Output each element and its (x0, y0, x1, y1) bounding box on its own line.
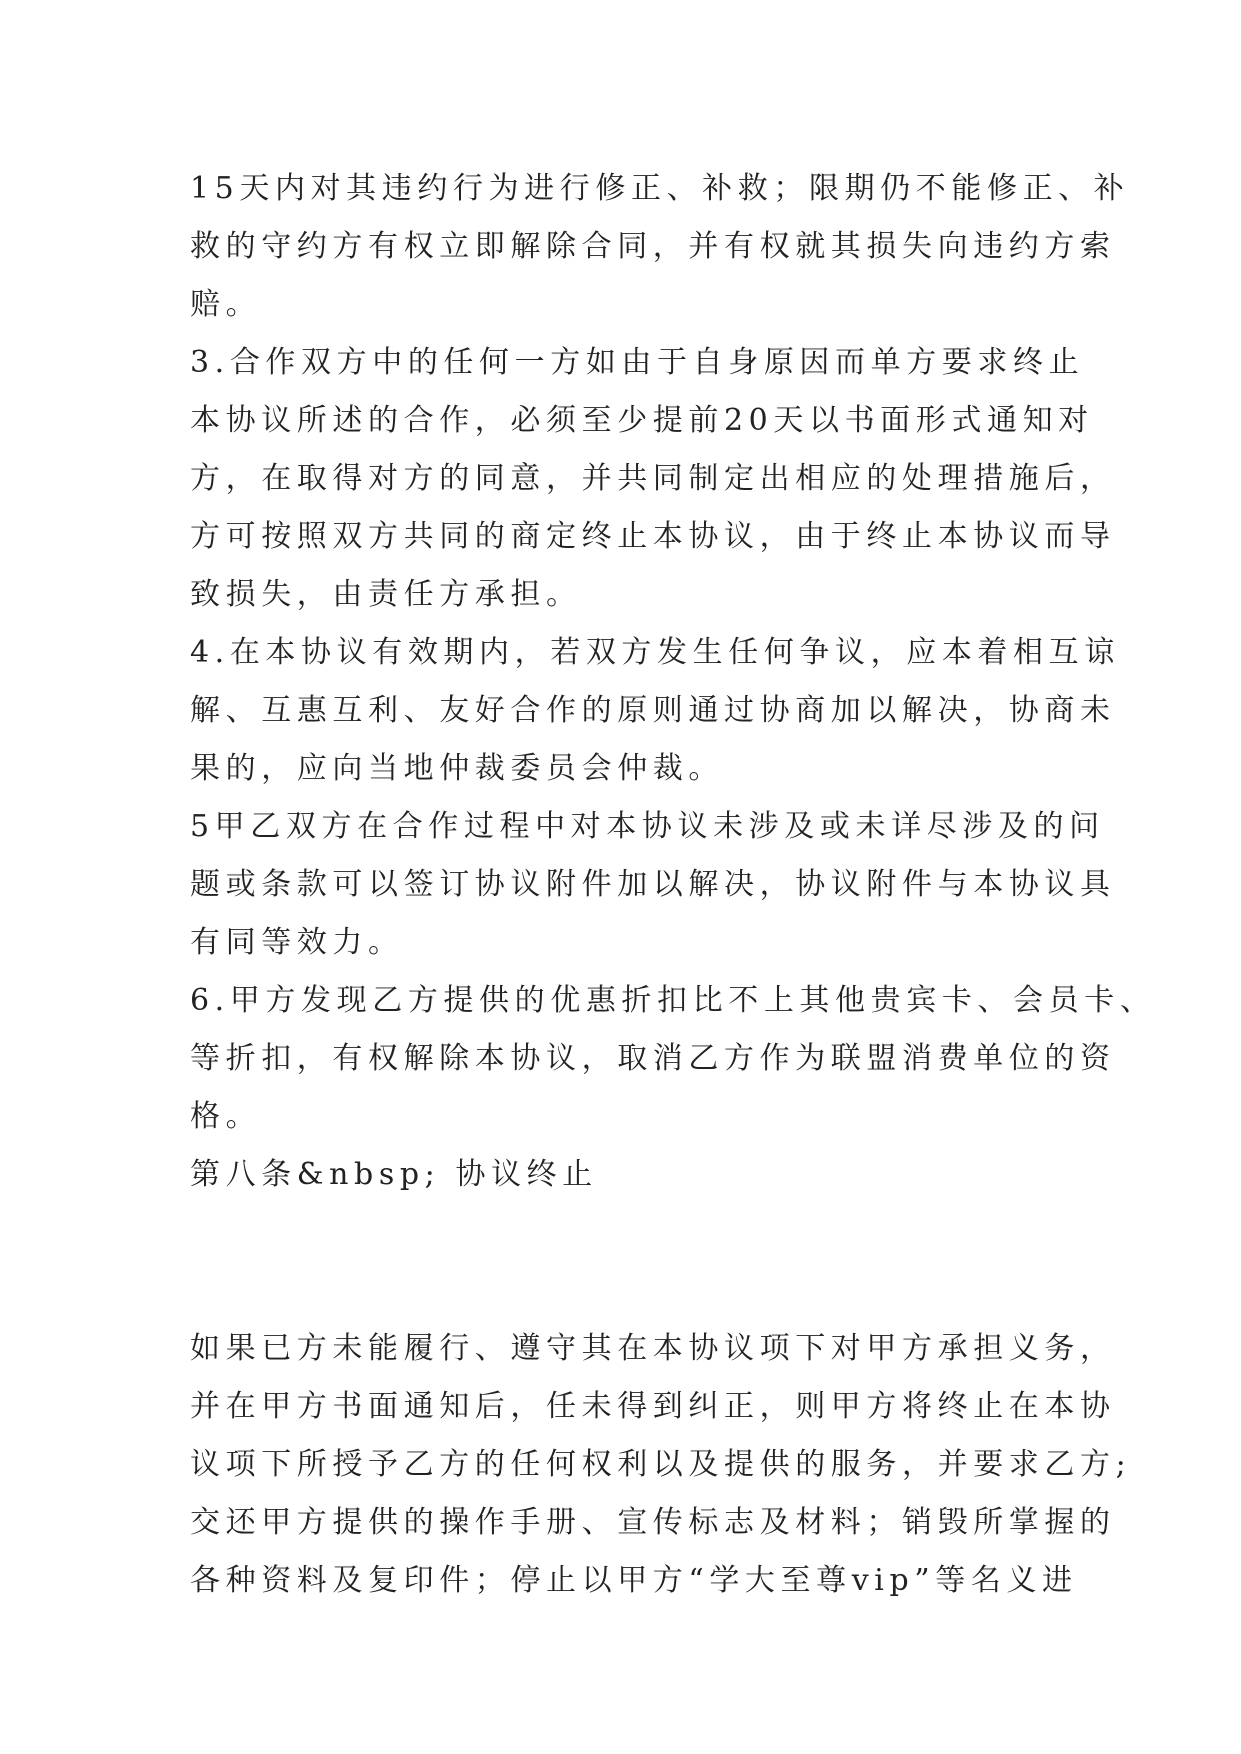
text-line: 如果已方未能履行、遵守其在本协议项下对甲方承担义务， (190, 1331, 1116, 1366)
text-line: 15天内对其违约行为进行修正、补救；限期仍不能修正、补 (190, 171, 1130, 206)
text-line: 方可按照双方共同的商定终止本协议，由于终止本协议而导 (190, 519, 1116, 554)
text-line: 5甲乙双方在合作过程中对本协议未涉及或未详尽涉及的问 (190, 809, 1105, 844)
text-line: 有同等效力。 (190, 925, 404, 960)
text-line: 解、互惠互利、友好合作的原则通过协商加以解决，协商未 (190, 693, 1116, 728)
text-line: 格。 (190, 1099, 262, 1134)
text-line: 并在甲方书面通知后，任未得到纠正，则甲方将终止在本协 (190, 1389, 1116, 1424)
text-line: 本协议所述的合作，必须至少提前20天以书面形式通知对 (190, 403, 1094, 438)
text-line: 果的，应向当地仲裁委员会仲裁。 (190, 751, 724, 786)
text-line: 方，在取得对方的同意，并共同制定出相应的处理措施后， (190, 461, 1116, 496)
text-line: 致损失，由责任方承担。 (190, 577, 582, 612)
text-line: 题或条款可以签订协议附件加以解决，协议附件与本协议具 (190, 867, 1116, 902)
text-line: 3.合作双方中的任何一方如由于自身原因而单方要求终止 (190, 345, 1085, 380)
text-line: 等折扣，有权解除本协议，取消乙方作为联盟消费单位的资 (190, 1041, 1116, 1076)
section-heading: 第八条&nbsp; 协议终止 (190, 1157, 598, 1192)
text-line: 议项下所授予乙方的任何权利以及提供的服务，并要求乙方; (190, 1447, 1132, 1482)
text-line: 4.在本协议有效期内，若双方发生任何争议，应本着相互谅 (190, 635, 1120, 670)
text-line: 赔。 (190, 287, 262, 322)
text-line: 救的守约方有权立即解除合同，并有权就其损失向违约方索 (190, 229, 1116, 264)
text-line: 交还甲方提供的操作手册、宣传标志及材料；销毁所掌握的 (190, 1505, 1116, 1540)
text-line: 各种资料及复印件；停止以甲方“学大至尊vip”等名义进 (190, 1563, 1078, 1598)
text-line: 6.甲方发现乙方提供的优惠折扣比不上其他贵宾卡、会员卡、 (190, 983, 1156, 1018)
document-body (190, 160, 1156, 1610)
paragraph-gap (190, 1204, 1060, 1320)
